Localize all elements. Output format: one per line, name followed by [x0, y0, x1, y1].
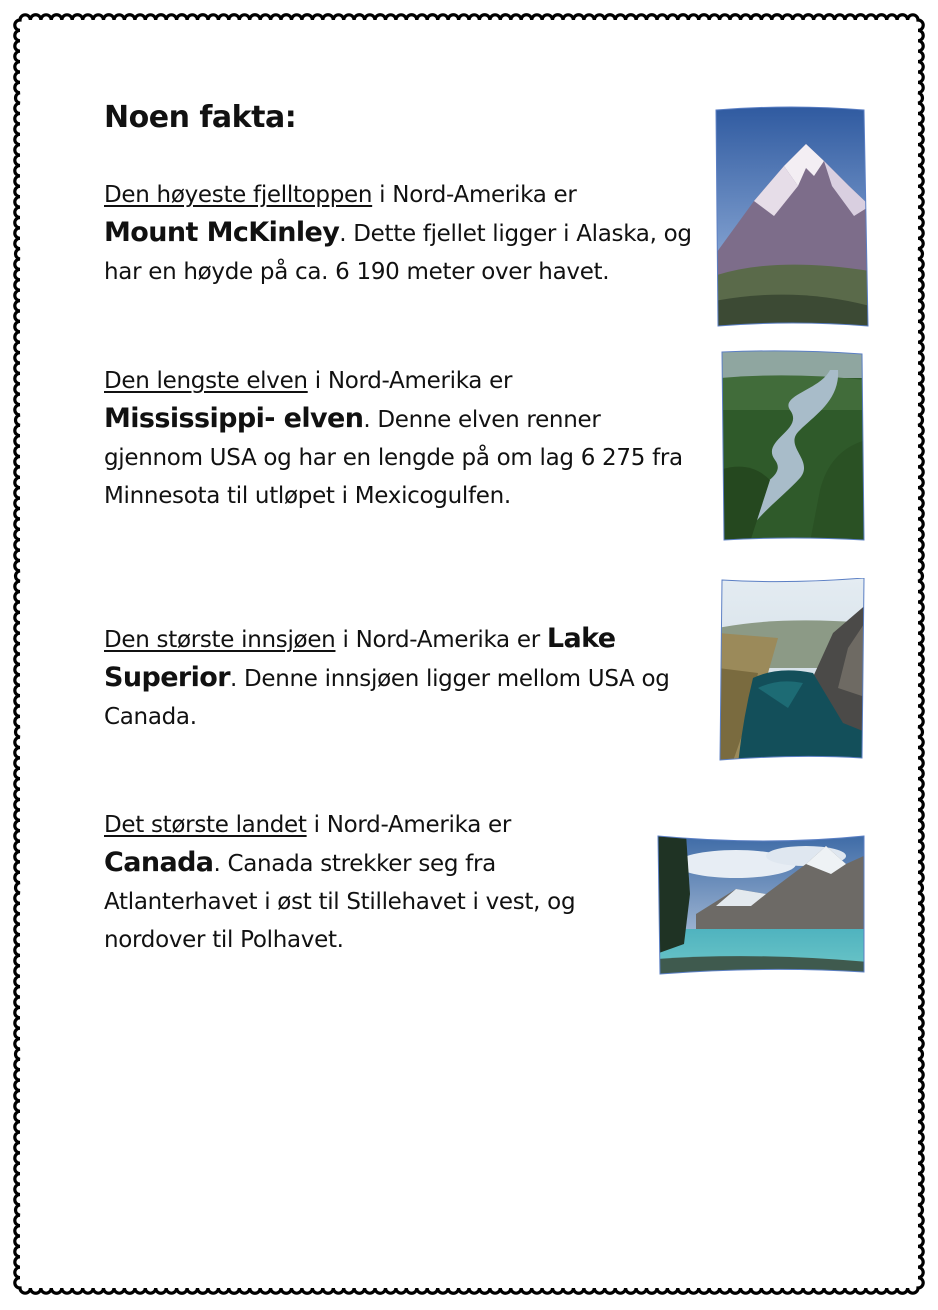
- fact-answer: Canada: [104, 847, 214, 878]
- fact-detail: . Denne innsjøen ligger mellom USA og Canada.: [104, 666, 670, 730]
- fact-largest-country: [104, 806, 634, 959]
- fact-highest-mountain: [104, 176, 704, 291]
- fact-longest-river: [104, 362, 704, 515]
- mountain-photo: [714, 106, 870, 330]
- fact-subject: Den største innsjøen: [104, 627, 336, 653]
- fact-lead: i Nord-Amerika er: [372, 182, 577, 208]
- fact-subject: Det største landet: [104, 812, 307, 838]
- canada-lake-photo: [656, 834, 868, 976]
- fact-subject: Den lengste elven: [104, 368, 308, 394]
- fact-subject: Den høyeste fjelltoppen: [104, 182, 373, 208]
- fact-answer: Mississippi- elven: [104, 403, 364, 434]
- fact-lead: i Nord-Amerika er: [307, 368, 513, 394]
- fact-answer: Mount McKinley: [104, 217, 340, 248]
- fact-lead: i Nord-Amerika er: [306, 812, 512, 838]
- fact-answer: Lake Superior: [104, 623, 616, 693]
- fact-detail: . Canada strekker seg fra Atlanterhavet i øst til Stillehavet i vest, og nordover til Polhavet.: [104, 851, 576, 953]
- fact-largest-lake: [104, 620, 699, 736]
- fact-detail: . Dette fjellet ligger i Alaska, og har en høyde på ca. 6 190 meter over havet.: [104, 221, 692, 285]
- fact-lead: i Nord-Amerika er: [335, 627, 547, 653]
- page-title: Noen fakta:: [104, 100, 297, 135]
- fact-detail: . Denne elven renner gjennom USA og har en lengde på om lag 6 275 fra Minnesota til utløpet i Mexicogulfen.: [104, 407, 683, 509]
- river-photo: [720, 350, 866, 542]
- lake-photo: [718, 578, 868, 764]
